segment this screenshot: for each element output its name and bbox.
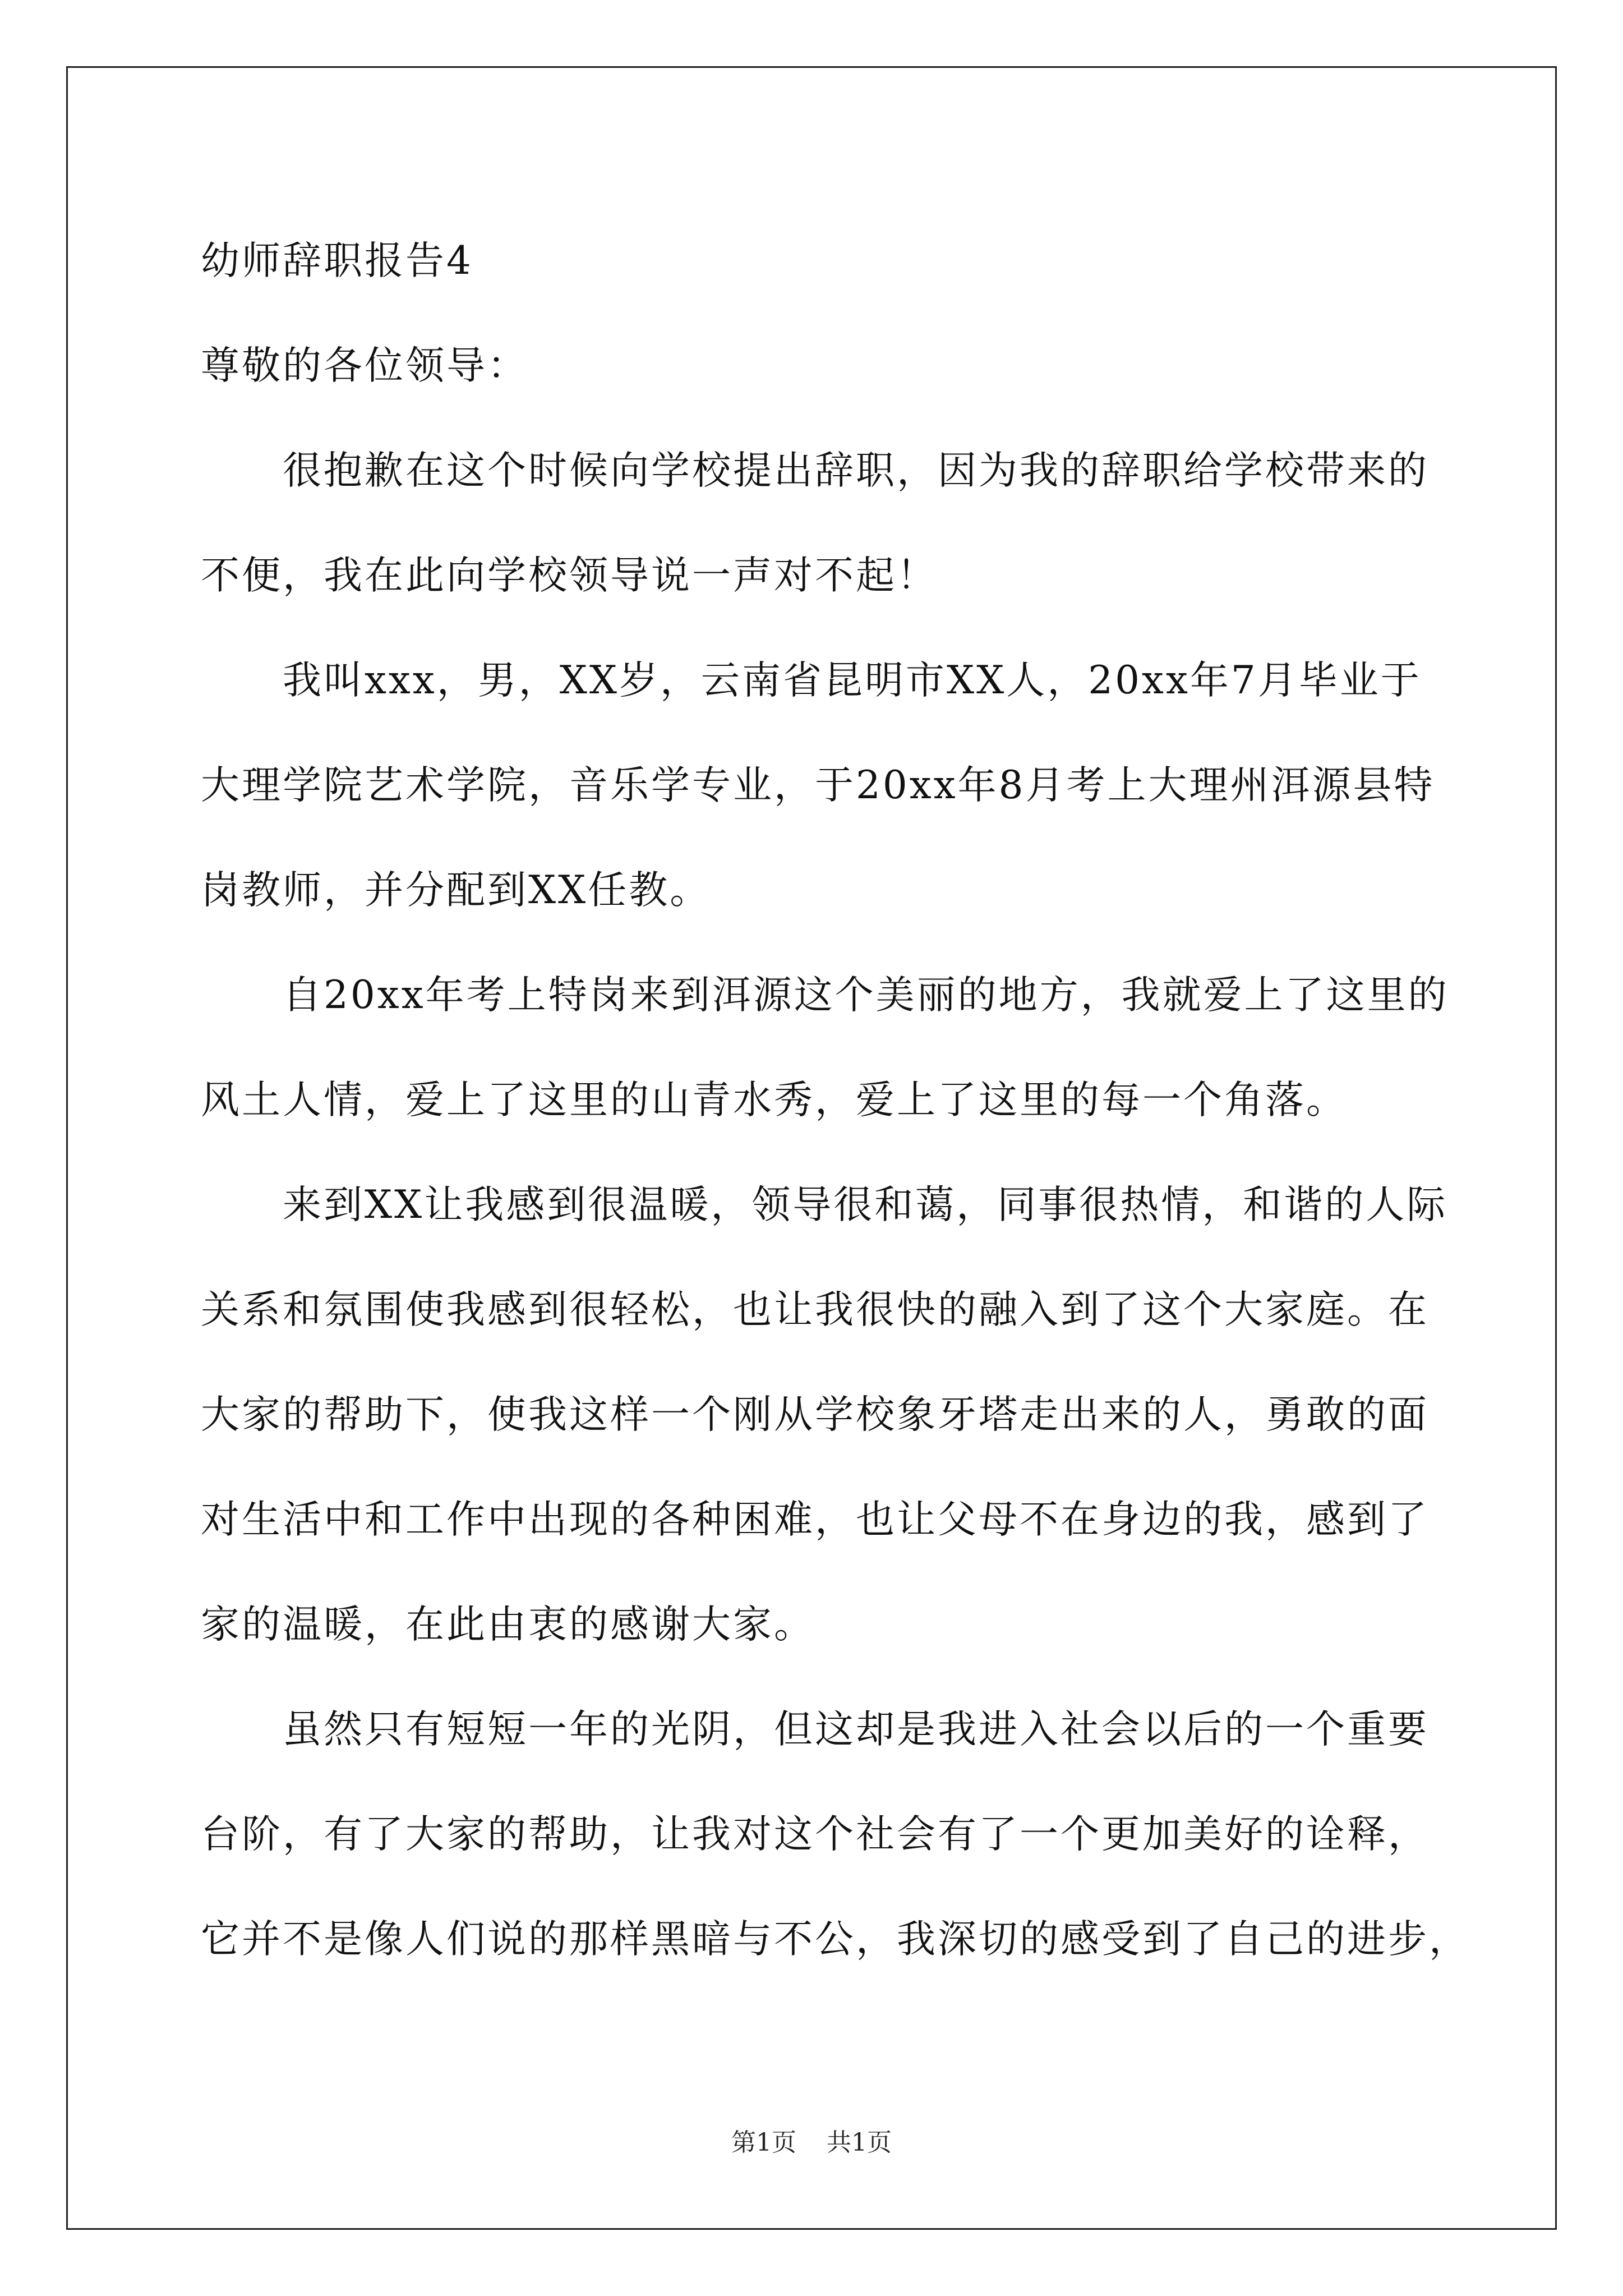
- text-line: 来到XX让我感到很温暖，领导很和蔼，同事很热情，和谐的人际: [283, 1182, 1448, 1227]
- text-line: 关系和氛围使我感到很轻松，也让我很快的融入到了这个大家庭。在: [201, 1287, 1429, 1332]
- text-line: 台阶，有了大家的帮助，让我对这个社会有了一个更加美好的诠释，: [201, 1812, 1429, 1857]
- page-total: 共1页: [827, 2128, 892, 2157]
- text-line: 虽然只有短短一年的光阴，但这却是我进入社会以后的一个重要: [283, 1707, 1429, 1752]
- text-line: 不便，我在此向学校领导说一声对不起！: [201, 553, 938, 598]
- text-line: 自20xx年考上特岗来到洱源这个美丽的地方，我就爱上了这里的: [283, 973, 1449, 1018]
- text-line: 很抱歉在这个时候向学校提出辞职，因为我的辞职给学校带来的: [283, 448, 1429, 493]
- text-line: 家的温暖，在此由衷的感谢大家。: [201, 1602, 815, 1647]
- text-line: 它并不是像人们说的那样黑暗与不公，我深切的感受到了自己的进步，: [201, 1917, 1470, 1962]
- text-line: 风土人情，爱上了这里的山青水秀，爱上了这里的每一个角落。: [201, 1078, 1347, 1122]
- text-line: 对生活中和工作中出现的各种困难，也让父母不在身边的我，感到了: [201, 1497, 1429, 1542]
- document-title: 幼师辞职报告4: [201, 238, 473, 283]
- page-number: 第1页: [731, 2128, 796, 2157]
- text-line: 大理学院艺术学院，音乐学专业，于20xx年8月考上大理州洱源县特: [201, 763, 1435, 808]
- text-line: 大家的帮助下，使我这样一个刚从学校象牙塔走出来的人，勇敢的面: [201, 1392, 1429, 1437]
- document-body: [201, 209, 1470, 1992]
- text-line: 岗教师，并分配到XX任教。: [201, 868, 711, 913]
- page-footer: [0, 2126, 1623, 2160]
- text-line: 我叫xxx，男，XX岁，云南省昆明市XX人，20xx年7月毕业于: [283, 658, 1422, 703]
- salutation: 尊敬的各位领导：: [201, 343, 528, 388]
